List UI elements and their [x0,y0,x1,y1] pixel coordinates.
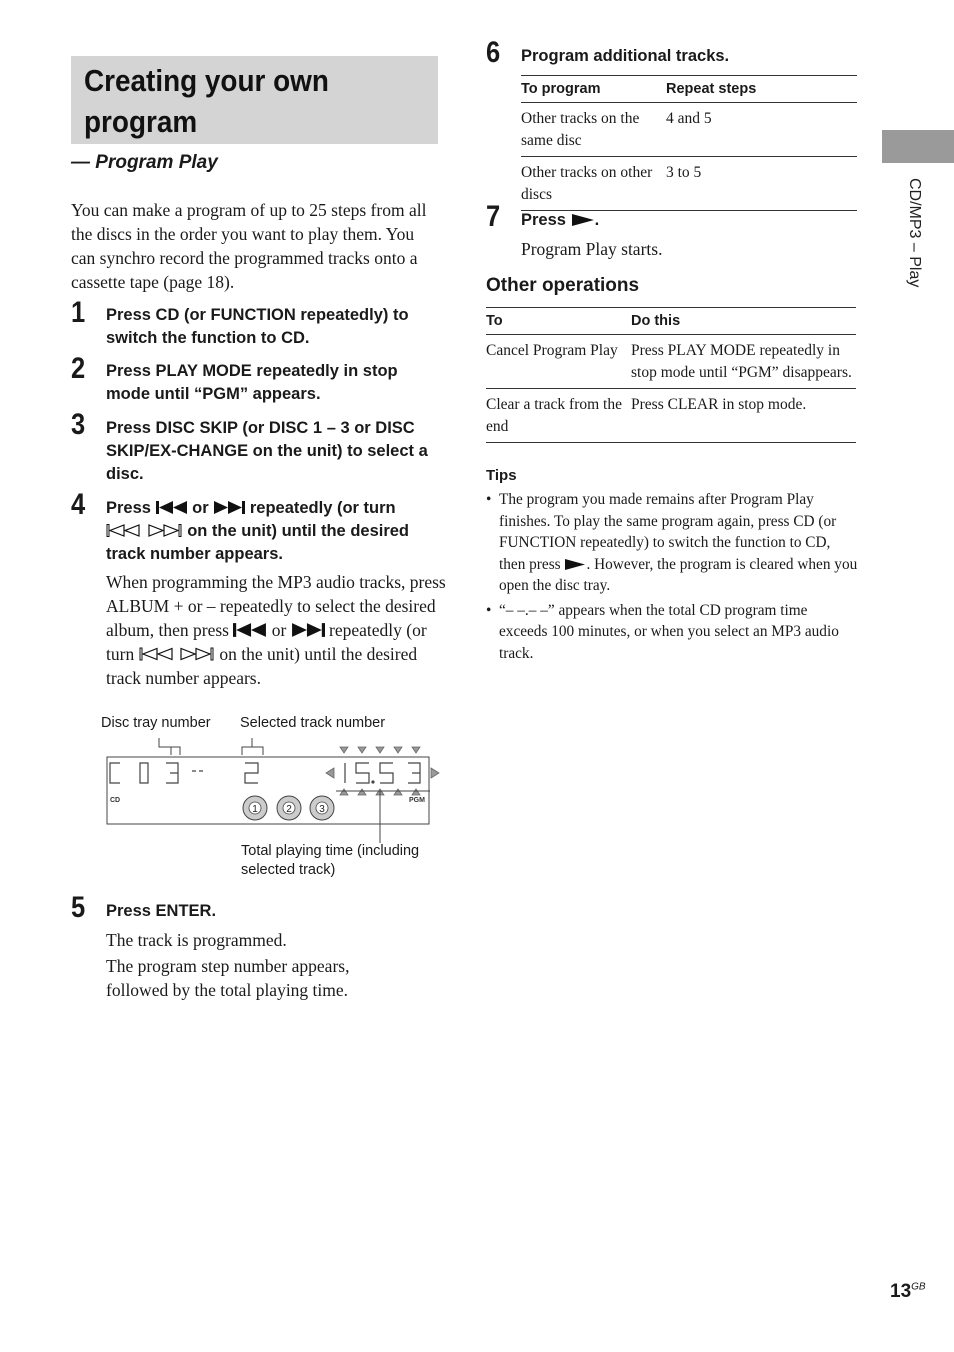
step-5-number: 5 [71,891,86,924]
lcd-pgm-text: PGM [409,797,425,804]
list-item: • The program you made remains after Program Play finishes. To play the same program again, press CD (or FUNCTION repeatedly) to switch the function to CD, then press . However, the program is cleared when you open the disc tray. [486,491,858,594]
page-suffix: GB [911,1281,926,1293]
svg-text:3: 3 [319,804,325,815]
tips-list [486,489,858,667]
step-5-body-2: The program step number appears, followed by the total playing time. [106,956,350,1000]
table-row: Cancel Program Play Press PLAY MODE repeatedly in stop mode until “PGM” disappears. [486,335,856,389]
step-6-text: Program additional tracks. [521,47,730,65]
disc-slot-2 [277,796,301,820]
step-2-text: Press PLAY MODE repeatedly in stop mode until “PGM” appears. [106,362,398,403]
program-table [521,75,857,211]
step-3-text: Press DISC SKIP (or DISC 1 – 3 or DISC SKIP/EX-CHANGE on the unit) to select a disc. [106,419,428,483]
play-icon [571,214,595,226]
table-row: Other tracks on the same disc 4 and 5 [521,103,857,157]
jog-next-icon [179,647,215,661]
display-panel-illustration [100,733,445,843]
other-operations-heading: Other operations [486,275,640,296]
step-2-number: 2 [71,352,86,385]
play-icon [564,559,586,570]
list-item: • “– –.– –” appears when the total CD program time exceeds 100 minutes, or when you select an MP3 audio track. [486,601,839,662]
step-3-number: 3 [71,408,86,441]
next-track-icon [291,623,325,637]
jog-next-icon [147,524,183,537]
step-6-number: 6 [486,36,501,69]
disc-tray-leader [159,738,180,755]
step-7-text: Press . [521,211,600,229]
page-number: $13^{GB}$ [890,1281,926,1302]
step-4-number: 4 [71,488,86,521]
page-title: Creating your own program [84,63,329,139]
step-4-text: Press or repeatedly (or turn on the unit) until the desired track number appears. [106,499,410,563]
step-7-body: Program Play starts. [521,239,663,259]
program-table-header: Repeat steps [666,76,857,103]
lcd-cd-text: CD [110,797,121,804]
page-subtitle: — Program Play [71,152,218,173]
side-section-label: CD/MP3 – Play [906,178,923,288]
label-selected-track: Selected track number [240,715,386,731]
table-row: Clear a track from the end Press CLEAR in stop mode. [486,389,856,443]
jog-prev-icon [106,524,142,537]
operations-table-header: Do this [631,308,856,335]
step-1-number: 1 [71,296,86,329]
next-track-icon [213,501,245,514]
label-disc-tray: Disc tray number [101,715,211,731]
step-7-number: 7 [486,200,501,233]
other-operations-table [486,307,856,443]
jog-prev-icon [139,647,175,661]
tips-heading: Tips [486,467,517,484]
svg-text:2: 2 [286,804,292,815]
step-5-text: Press ENTER. [106,902,217,920]
operations-table-header: To [486,308,631,335]
prev-track-icon [233,623,267,637]
disc-slot-3 [310,796,334,820]
label-total-time: Total playing time (including selected track) [241,843,420,878]
bullet-icon: • [486,491,492,508]
step-1-text: Press CD (or FUNCTION repeatedly) to switch the function to CD. [106,306,409,347]
disc-slot-1 [243,796,267,820]
table-row: Other tracks on other discs 3 to 5 [521,157,857,211]
intro-paragraph: You can make a program of up to 25 steps from all the discs in the order you want to play them. You can synchro record the programmed tracks onto a cassette tape (page 18). [71,200,427,292]
step-5-body-1: The track is programmed. [106,930,287,950]
side-tab-marker [882,130,954,163]
track-leader [242,738,252,755]
prev-track-icon [156,501,188,514]
svg-text:1: 1 [252,804,258,815]
program-table-header: To program [521,76,666,103]
step-4-body: When programming the MP3 audio tracks, press ALBUM + or – repeatedly to select the desired album, then press or repeatedly (or turn on the unit) until the desired track number appears. [106,572,446,688]
bullet-icon: • [486,601,492,619]
